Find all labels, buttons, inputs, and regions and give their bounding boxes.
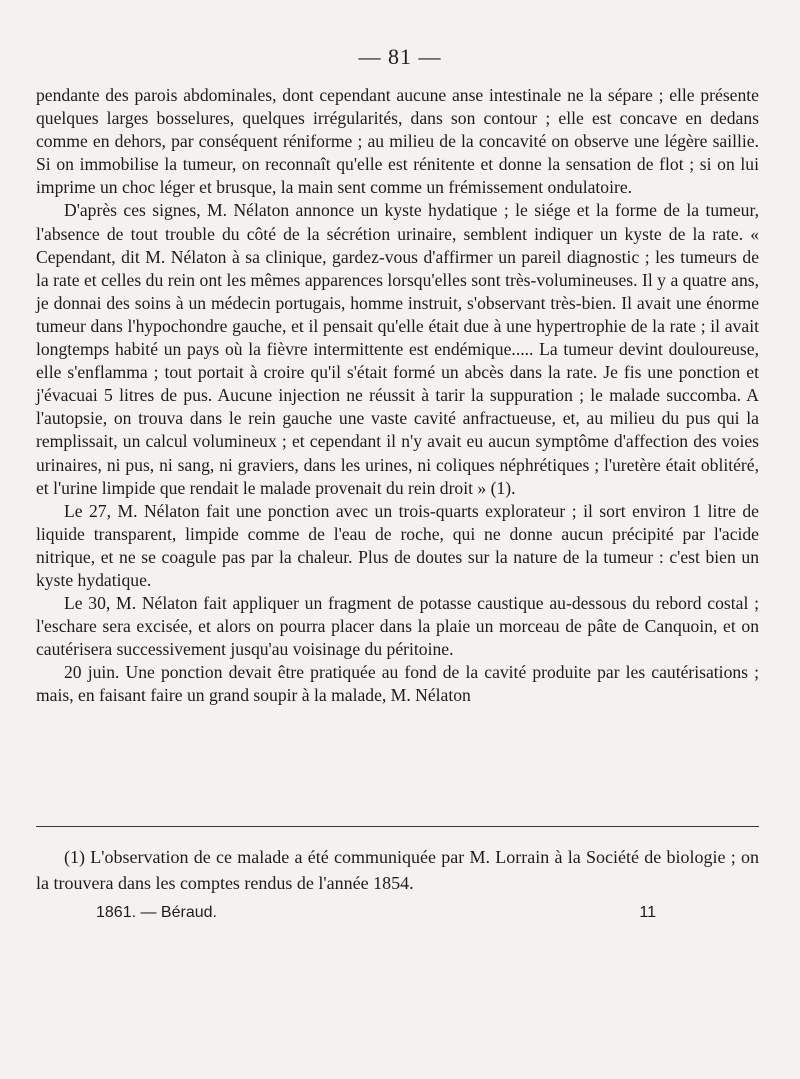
body-text [36, 84, 759, 708]
paragraph-5: 20 juin. Une ponction devait être pratiquée au fond de la cavité produite par les cautérisations ; mais, en faisant faire un grand soupir à la malade, M. Nélaton [36, 662, 759, 706]
paragraph-3: Le 27, M. Nélaton fait une ponction avec un trois-quarts explorateur ; il sort environ 1 litre de liquide transparent, limpide comme de l'eau de roche, qui ne donne aucun précipité par l'acide nitrique, et ne se coagule pas par la chaleur. Plus de doutes sur la nature de la tumeur : c'est bien un kyste hydatique. [36, 500, 759, 590]
footnote-divider [36, 826, 759, 827]
footnote: (1) L'observation de ce malade a été communiquée par M. Lorrain à la Société de biologie ; on la trouvera dans les comptes rendus de l'année 1854. [36, 847, 759, 893]
paragraph-4: Le 30, M. Nélaton fait appliquer un fragment de potasse caustique au-dessous du rebord costal ; l'eschare sera excisée, et alors on pourra placer dans la plaie un morceau de pâte de Canquoin, et on cautérisera successivement jusqu'au voisinage du péritoine. [36, 593, 759, 660]
page-number: — 81 — [358, 44, 442, 69]
paragraph-2: D'après ces signes, M. Nélaton annonce un kyste hydatique ; le siége et la forme de la tumeur, l'absence de tout trouble du côté de la sécrétion urinaire, semblent indiquer un kyste de la rate. « Cependant, dit M. Nélaton à sa clinique, gardez-vous d'affirmer un pareil diagnostic ; les tumeurs de la rate et celles du rein ont les mêmes apparences lorsqu'elles sont très-volumineuses. Il y a quatre ans, je donnai des soins à un médecin portugais, homme instruit, s'observant très-bien. Il avait une énorme tumeur dans l'hypochondre gauche, et il pensait qu'elle était due à une hypertrophie de la rate ; il avait longtemps habité un pays où la fièvre intermittente est endémique..... La tumeur devint douloureuse, elle s'enflamma ; tout portait à croire qu'il s'était formé un abcès dans la rate. Je fis une ponction et j'évacuai 5 litres de pus. Aucune injection ne réussit à tarir la suppuration ; le malade succomba. A l'autopsie, on trouva dans le rein gauche une vaste cavité anfractueuse, et, au milieu du pus qui la remplissait, un calcul volumineux ; et cependant il n'y avait eu aucun symptôme d'affection des voies urinaires, ni pus, ni sang, ni graviers, dans les urines, ni coliques néphrétiques ; l'uretère était oblitéré, et l'urine limpide que rendait le malade provenait du rein droit » (1). [36, 200, 759, 498]
signature-mark: 1861. — Béraud. [96, 904, 217, 921]
paragraph-1: pendante des parois abdominales, dont cependant aucune anse intestinale ne la sépare ; elle présente quelques larges bosselures, quelques irrégularités, dans son contour ; elle est concave en dedans comme en dehors, par conséquent réniforme ; au milieu de la concavité on observe une légère saillie. Si on immobilise la tumeur, on reconnaît qu'elle est rénitente et donne la sensation de flot ; si on lui imprime un choc léger et brusque, la main sent comme un frémissement ondulatoire. [36, 85, 759, 198]
gathering-number: 11 [639, 904, 656, 921]
